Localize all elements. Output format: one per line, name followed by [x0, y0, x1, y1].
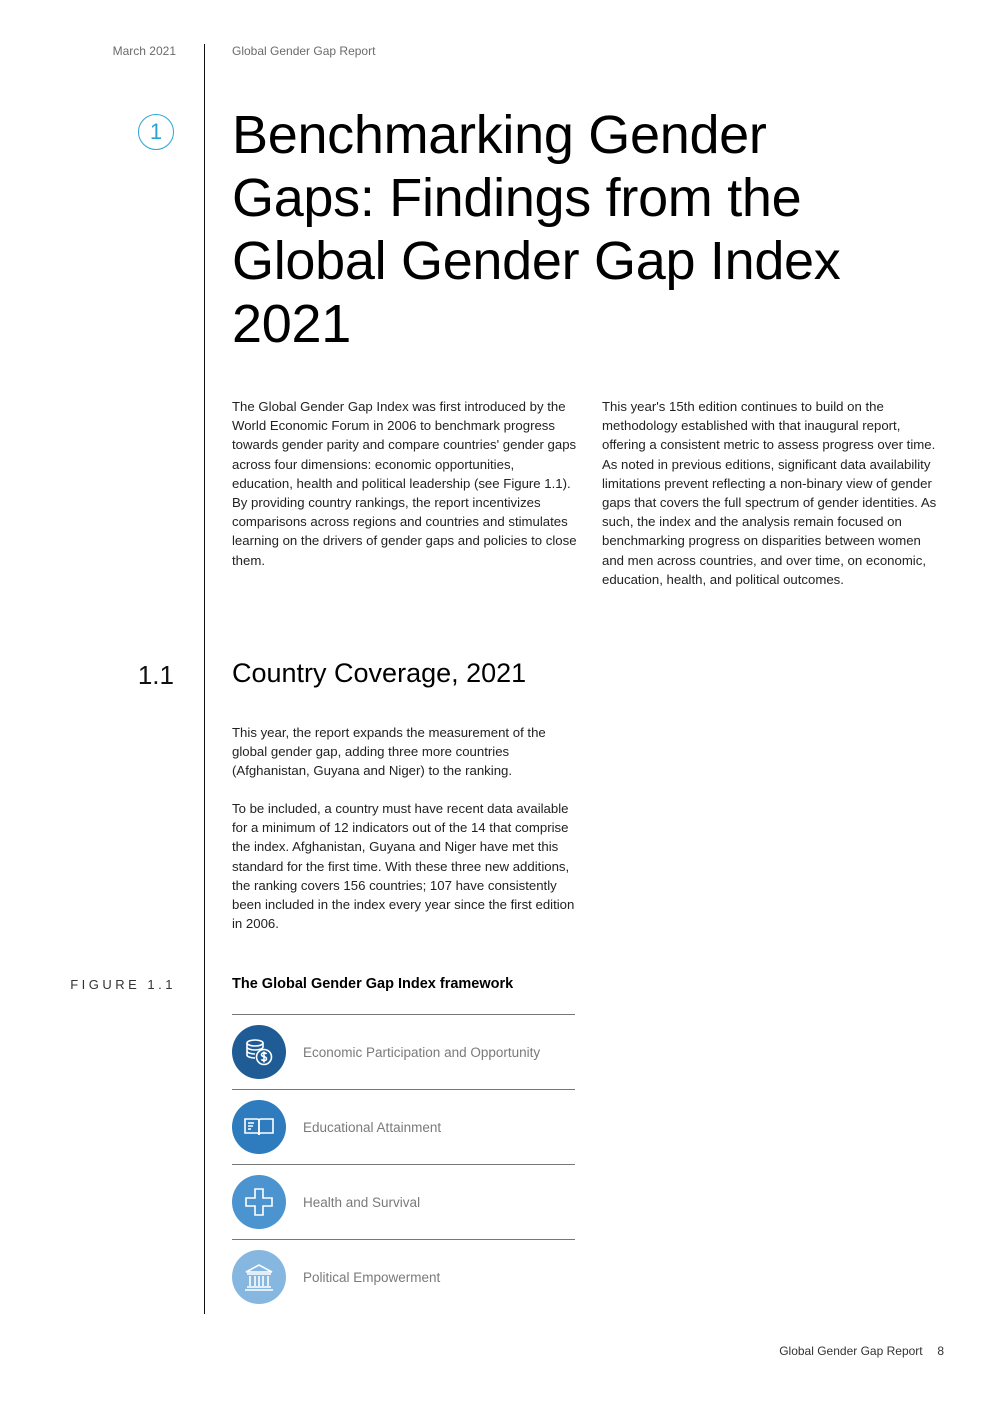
- framework-item-label: Health and Survival: [303, 1194, 421, 1210]
- framework-item-education: [232, 1089, 575, 1164]
- section-paragraph-2: To be included, a country must have recent data available for a minimum of 12 indicators out of the 14 that comprise the index. Afghanistan, Guyana and Niger have met this standard for the first time. With these three new additions, the ranking covers 156 countries; 107 have consistently been included in the index every year since the first edition in 2006.: [232, 801, 575, 932]
- framework-item-economic: [232, 1014, 575, 1089]
- chapter-title: Benchmarking Gender Gaps: Findings from the Global Gender Gap Index 2021: [232, 105, 841, 354]
- footer-report-title: Global Gender Gap Report: [779, 1344, 923, 1358]
- government-building-icon: [232, 1250, 286, 1304]
- section-paragraph-1: This year, the report expands the measurement of the global gender gap, adding three more countries (Afghanistan, Guyana and Niger) to the ranking.: [232, 725, 546, 779]
- intro-paragraph-right: This year's 15th edition continues to build on the methodology established with that inaugural report, offering a consistent metric to assess progress over time. As noted in previous editions, significant data availability limitations prevent reflecting a non-binary view of gender gaps that covers the full spectrum of gender identities. As such, the index and the analysis remain focused on benchmarking progress on disparities between women and men across countries, and over time, on economic, education, health, and political outcomes.: [602, 399, 937, 587]
- chapter-number-badge: 1: [138, 114, 174, 150]
- framework-item-health: [232, 1164, 575, 1239]
- framework-item-label: Economic Participation and Opportunity: [303, 1044, 541, 1060]
- figure-framework-list: [232, 1014, 575, 1314]
- vertical-divider: [204, 44, 205, 1314]
- page-number: 8: [937, 1344, 944, 1358]
- framework-item-label: Educational Attainment: [303, 1119, 442, 1135]
- figure-title: The Global Gender Gap Index framework: [232, 976, 514, 992]
- footer: [779, 1344, 944, 1358]
- framework-item-political: [232, 1239, 575, 1314]
- header-date: March 2021: [112, 44, 176, 58]
- open-book-icon: [232, 1100, 286, 1154]
- coins-dollar-icon: [232, 1025, 286, 1079]
- header-report-title: Global Gender Gap Report: [232, 44, 376, 58]
- section-number: 1.1: [137, 660, 174, 690]
- section-title: Country Coverage, 2021: [232, 658, 527, 688]
- intro-paragraph-left: The Global Gender Gap Index was first introduced by the World Economic Forum in 2006 to benchmark progress towards gender parity and compare countries' gender gaps across four dimensions: economic opportunities, education, health and political leadership (see Figure 1.1). By providing country rankings, the report incentivizes comparisons across regions and countries and stimulates learning on the drivers of gender gaps and policies to close them.: [232, 399, 577, 568]
- figure-label: FIGURE 1.1: [70, 977, 176, 992]
- medical-cross-icon: [232, 1175, 286, 1229]
- framework-item-label: Political Empowerment: [303, 1269, 441, 1285]
